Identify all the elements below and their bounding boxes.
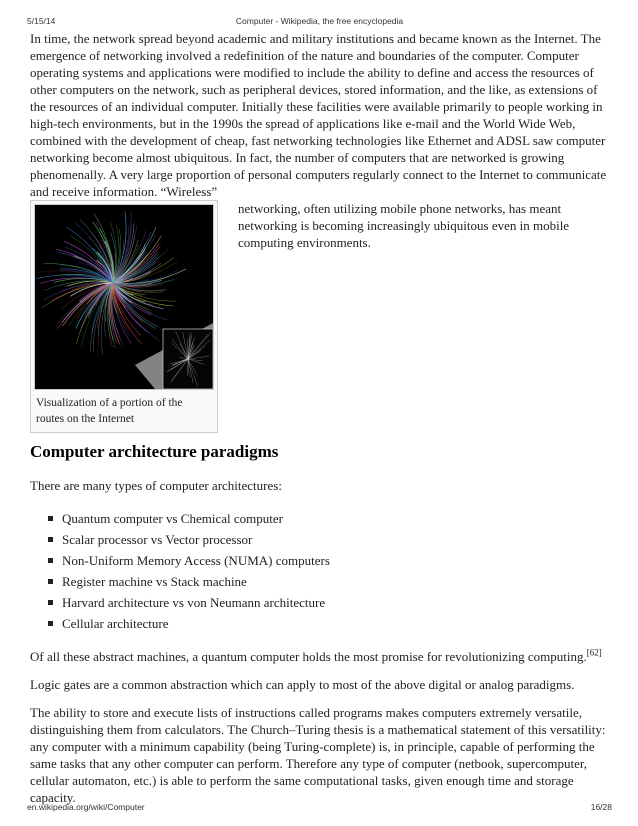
print-date: 5/15/14	[27, 16, 56, 26]
internet-map-figure	[30, 200, 218, 433]
intro-paragraph: In time, the network spread beyond academic and military institutions and became known as the Internet. The emergence of networking involved a redefinition of the nature and boundaries of the computer. Computer operating systems and applications were modified to include the ability to define and access the resources of other computers on the network, such as peripheral devices, stored information, and the like, as extensions of the resources of an individual computer. Initially these facilities were available primarily to people working in high-tech environments, but in the 1990s the spread of applications like e-mail and the World Wide Web, combined with the development of cheap, fast networking technologies like Ethernet and ADSL saw computer networking become almost ubiquitous. In fact, the number of computers that are networked is growing phenomenally. A very large proportion of personal computers regularly connect to the Internet to communicate and receive information. “Wireless”	[30, 31, 607, 199]
list-item	[48, 508, 614, 529]
list-item-link[interactable]: Quantum computer vs Chemical computer	[62, 511, 283, 526]
section-intro: There are many types of computer architectures:	[30, 478, 282, 493]
logic-paragraph: Logic gates are a common abstraction which can apply to most of the above digital or analog paradigms.	[30, 677, 575, 692]
list-item	[48, 571, 614, 592]
bullet-icon	[48, 516, 53, 521]
internet-routes-visualization-icon	[35, 205, 213, 389]
bullet-icon	[48, 537, 53, 542]
turing-paragraph: The ability to store and execute lists of instructions called programs makes computers extremely versatile, distinguishing them from calculators. The Church–Turing thesis is a mathematical statement of this versatility: any computer with a minimum capability (being Turing-complete) is, in principle, capable of performing the same tasks that any other computer can perform. Therefore any type of computer (netbook, supercomputer, cellular automaton, etc.) is able to perform the same computational tasks, given enough time and storage capacity.	[30, 705, 606, 805]
list-item-link[interactable]: Cellular architecture	[62, 616, 169, 631]
list-item	[48, 550, 614, 571]
article-content	[30, 30, 614, 817]
print-footer	[27, 802, 612, 814]
list-item-link[interactable]: Scalar processor vs Vector processor	[62, 532, 253, 547]
list-item-link[interactable]: Harvard architecture vs von Neumann architecture	[62, 595, 326, 610]
list-item-link[interactable]: Register machine vs Stack machine	[62, 574, 247, 589]
list-item	[48, 592, 614, 613]
bullet-icon	[48, 579, 53, 584]
internet-routes-image[interactable]	[34, 204, 214, 390]
quantum-paragraph	[30, 648, 614, 665]
print-header	[27, 16, 612, 28]
bullet-icon	[48, 600, 53, 605]
list-item-link[interactable]: Non-Uniform Memory Access (NUMA) computers	[62, 553, 330, 568]
print-title: Computer - Wikipedia, the free encyclopedia	[235, 16, 404, 26]
section-heading: Computer architecture paradigms	[30, 442, 279, 461]
list-item	[48, 529, 614, 550]
list-item	[48, 613, 614, 634]
bullet-icon	[48, 621, 53, 626]
quantum-text: Of all these abstract machines, a quantum computer holds the most promise for revolutionizing computing.	[30, 649, 587, 664]
bullet-icon	[48, 558, 53, 563]
figure-caption: Visualization of a portion of the routes on the Internet	[36, 397, 183, 425]
architecture-list	[30, 508, 614, 634]
citation-link[interactable]: [62]	[586, 647, 602, 658]
print-page-number: 16/28	[590, 802, 612, 812]
print-url: en.wikipedia.org/wiki/Computer	[27, 802, 145, 812]
intro-continuation: networking, often utilizing mobile phone networks, has meant networking is becoming increasingly ubiquitous even in mobile computing environments.	[238, 201, 570, 250]
